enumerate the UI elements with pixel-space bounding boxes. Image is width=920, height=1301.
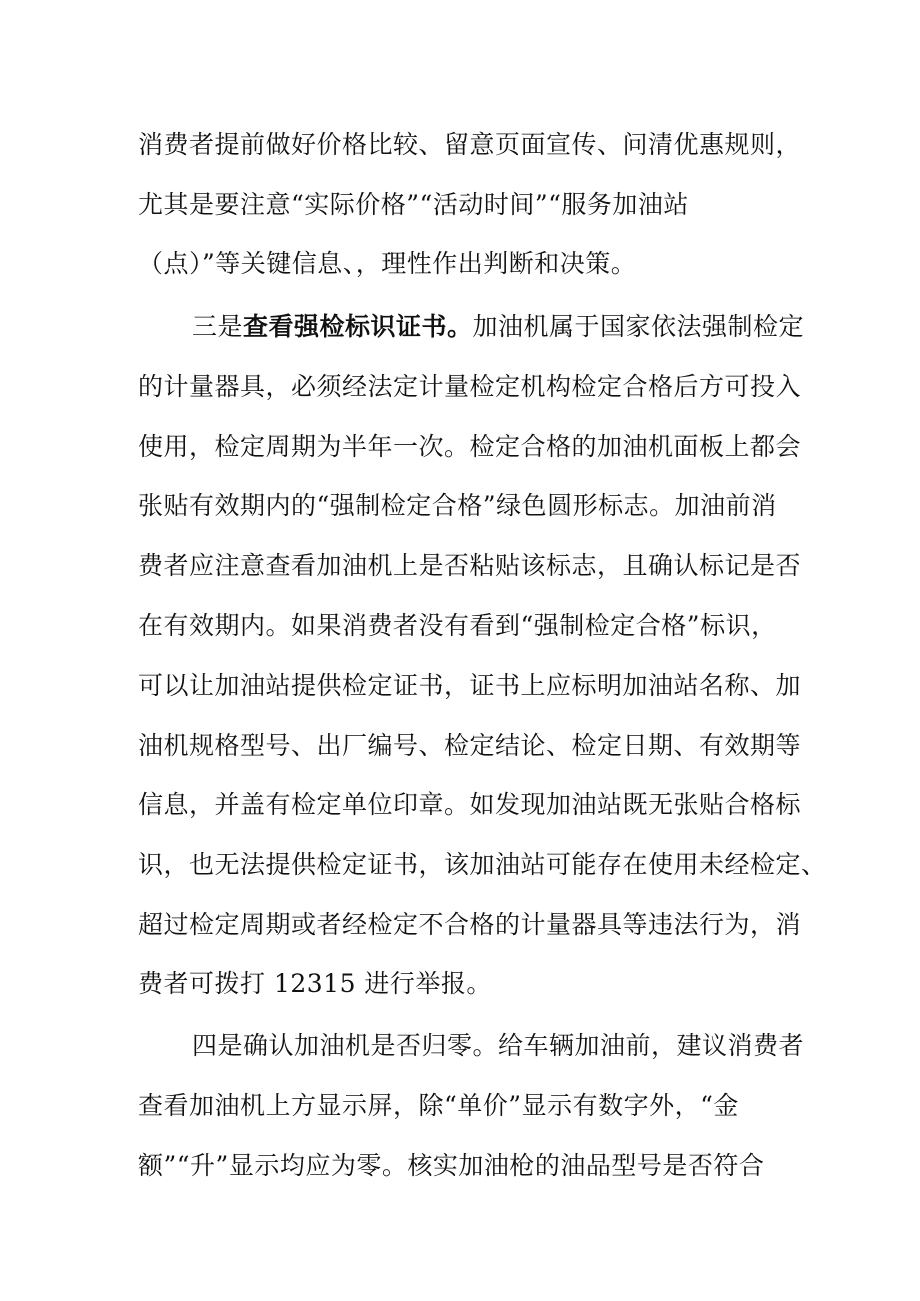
text-line: 油机规格型号、出厂编号、检定结论、检定日期、有效期等: [138, 731, 802, 760]
text-line: 使用，检定周期为半年一次。检定合格的加油机面板上都会: [138, 432, 802, 461]
text-line: 在有效期内。如果消费者没有看到“强制检定合格”标识，: [138, 611, 777, 640]
paragraph-lead: 三是: [192, 312, 244, 341]
text-line: （点）”等关键信息、，理性作出判断和决策。: [138, 249, 637, 278]
text-line: 张贴有效期内的“强制检定合格”绿色圆形标志。加油前消: [138, 491, 777, 520]
text-line: 费者可拨打 12315 进行举报。: [138, 969, 492, 998]
text-line: 识，也无法提供检定证书，该加油站可能存在使用未经检定、: [138, 850, 827, 879]
paragraph-3-first-line: [192, 305, 805, 349]
text-line: 额”“升”显示均应为零。核实加油枪的油品型号是否符合: [138, 1151, 765, 1180]
text-line: 查看加油机上方显示屏，除“单价”显示有数字外，“金: [138, 1091, 739, 1120]
paragraph-text: 加油机属于国家依法强制检定: [472, 312, 805, 341]
text-line: 可以让加油站提供检定证书，证书上应标明加油站名称、加: [138, 671, 802, 700]
text-line: 的计量器具，必须经法定计量检定机构检定合格后方可投入: [138, 372, 802, 401]
paragraph-4-first-line: 四是确认加油机是否归零。给车辆加油前，建议消费者: [192, 1031, 805, 1060]
text-line: 费者应注意查看加油机上是否粘贴该标志，且确认标记是否: [138, 551, 802, 580]
text-line: 超过检定周期或者经检定不合格的计量器具等违法行为，消: [138, 910, 802, 939]
text-line: 消费者提前做好价格比较、留意页面宣传、问清优惠规则，: [138, 130, 802, 159]
text-line: 信息，并盖有检定单位印章。如发现加油站既无张贴合格标: [138, 790, 802, 819]
paragraph-heading: 查看强检标识证书。: [243, 312, 473, 341]
text-line: 尤其是要注意“实际价格”“活动时间”“服务加油站: [138, 190, 689, 219]
